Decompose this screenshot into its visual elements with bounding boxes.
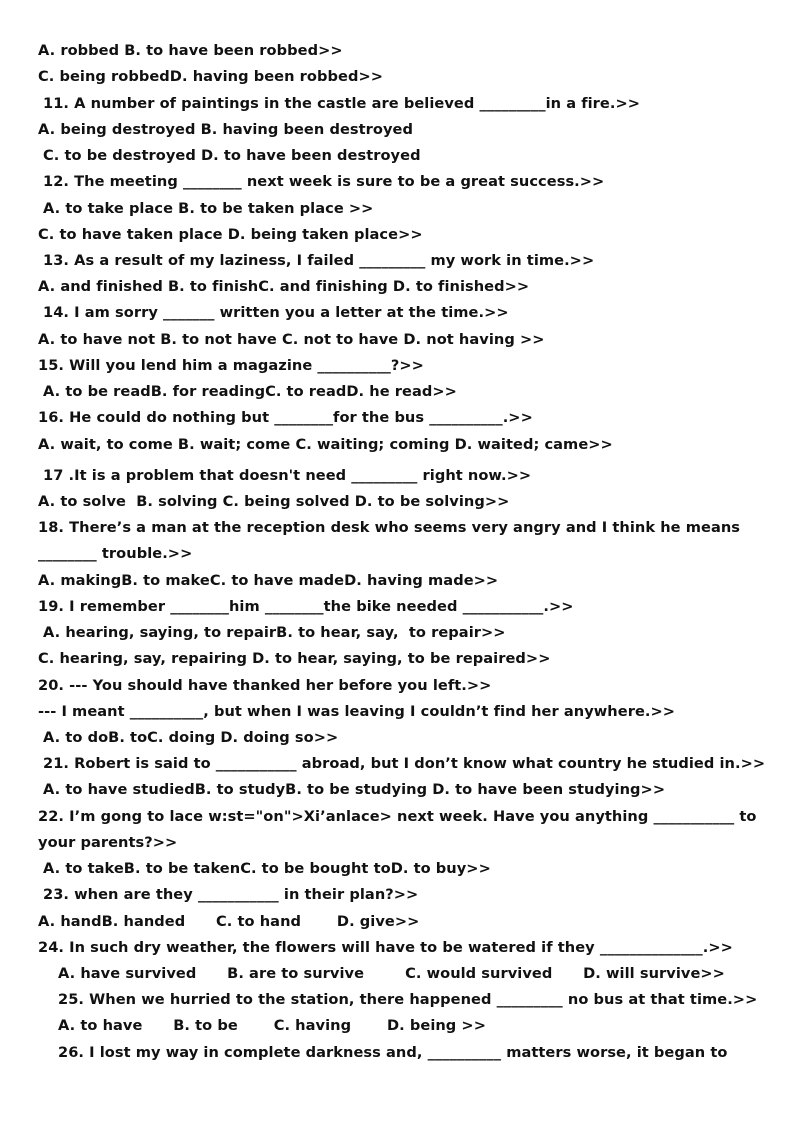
option-line-13: A. and finished B. to finishC. and finishing D. to finished>> (38, 278, 530, 295)
option-line-16: A. wait, to come B. wait; come C. waiting; coming D. waited; came>> (38, 436, 613, 453)
question-20-reply: --- I meant __________, but when I was leaving I couldn’t find her anywhere.>> (38, 703, 676, 720)
option-line-10-ab: A. robbed B. to have been robbed>> (38, 42, 343, 59)
question-20: 20. --- You should have thanked her before you left.>> (38, 677, 492, 694)
option-line-10-cd: C. being robbedD. having been robbed>> (38, 68, 383, 85)
question-19: 19. I remember ________him ________the bike needed ___________.>> (38, 598, 574, 615)
question-15: 15. Will you lend him a magazine __________?>> (38, 357, 424, 374)
option-line-19-cd: C. hearing, say, repairing D. to hear, saying, to be repaired>> (38, 650, 551, 667)
option-line-17: A. to solve B. solving C. being solved D. to be solving>> (38, 493, 510, 510)
question-12: 12. The meeting ________ next week is sure to be a great success.>> (43, 173, 605, 190)
option-line-18: A. makingB. to makeC. to have madeD. having made>> (38, 572, 499, 589)
question-16: 16. He could do nothing but ________for the bus __________.>> (38, 409, 533, 426)
question-13: 13. As a result of my laziness, I failed _________ my work in time.>> (43, 252, 595, 269)
option-line-11-cd: C. to be destroyed D. to have been destroyed (43, 147, 421, 164)
question-22: 22. I’m gong to lace w:st="on">Xi’anlace> next week. Have you anything ___________ to (38, 808, 757, 825)
option-line-19-ab: A. hearing, saying, to repairB. to hear, say, to repair>> (43, 624, 506, 641)
option-line-11-ab: A. being destroyed B. having been destroyed (38, 121, 413, 138)
question-18-continued: ________ trouble.>> (38, 545, 193, 562)
option-line-14: A. to have not B. to not have C. not to have D. not having >> (38, 331, 545, 348)
question-24: 24. In such dry weather, the flowers will have to be watered if they ______________.>> (38, 939, 733, 956)
option-line-25: A. to have B. to be C. having D. being >> (58, 1017, 486, 1034)
question-22-continued: your parents?>> (38, 834, 178, 851)
question-21: 21. Robert is said to ___________ abroad, but I don’t know what country he studied in.>> (43, 755, 766, 772)
option-line-12-cd: C. to have taken place D. being taken place>> (38, 226, 423, 243)
option-line-12-ab: A. to take place B. to be taken place >> (43, 200, 374, 217)
question-25: 25. When we hurried to the station, there happened _________ no bus at that time.>> (58, 991, 758, 1008)
option-line-20: A. to doB. toC. doing D. doing so>> (43, 729, 339, 746)
option-line-22: A. to takeB. to be takenC. to be bought toD. to buy>> (43, 860, 491, 877)
question-26: 26. I lost my way in complete darkness and, __________ matters worse, it began to (58, 1044, 728, 1061)
option-line-24: A. have survived B. are to survive C. would survived D. will survive>> (58, 965, 725, 982)
question-17: 17 .It is a problem that doesn't need _________ right now.>> (43, 467, 532, 484)
option-line-21: A. to have studiedB. to studyB. to be studying D. to have been studying>> (43, 781, 666, 798)
option-line-15: A. to be readB. for readingC. to readD. he read>> (43, 383, 457, 400)
question-18: 18. There’s a man at the reception desk who seems very angry and I think he means (38, 519, 741, 536)
option-line-23: A. handB. handed C. to hand D. give>> (38, 913, 420, 930)
question-11: 11. A number of paintings in the castle are believed _________in a fire.>> (43, 95, 641, 112)
question-14: 14. I am sorry _______ written you a letter at the time.>> (43, 304, 509, 321)
question-23: 23. when are they ___________ in their plan?>> (43, 886, 419, 903)
